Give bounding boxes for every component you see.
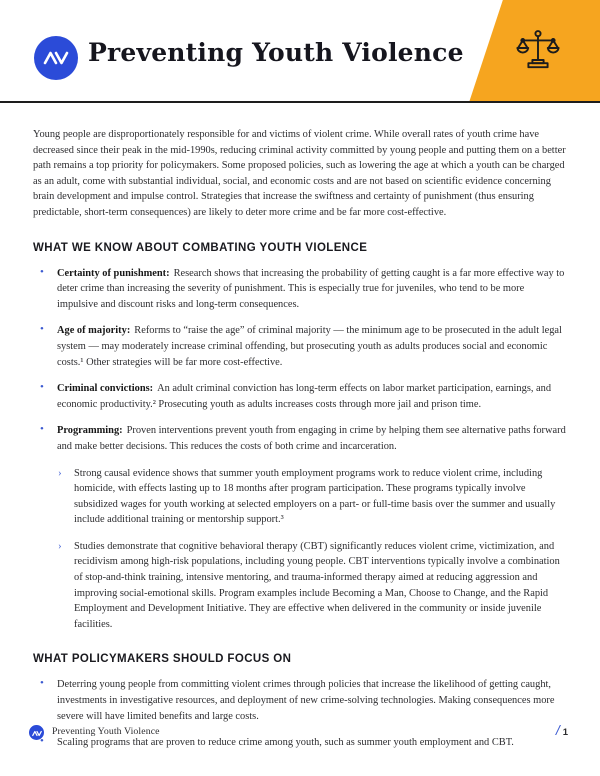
section-heading: WHAT WE KNOW ABOUT COMBATING YOUTH VIOLENCE <box>33 241 368 254</box>
page-number <box>556 722 568 740</box>
page-number-value: 1 <box>562 727 568 738</box>
bullet-dot-icon <box>40 676 44 692</box>
list-item <box>33 381 567 412</box>
footer-brand-logo <box>29 725 44 740</box>
chevron-right-icon <box>58 466 62 482</box>
sub-list-item <box>57 466 567 528</box>
bullet-dot-icon <box>40 380 44 396</box>
bullet-label: Certainty of punishment: <box>57 267 170 279</box>
footer <box>0 719 600 747</box>
bullet-dot-icon <box>40 322 44 338</box>
list-item <box>33 323 567 370</box>
bullet-text: An adult criminal conviction has long-term effects on labor market participation, earnings, and economic productivity.² Prosecuting youth as adults increases costs through more jail and prison time. <box>57 383 552 410</box>
sub-list-item <box>57 539 567 633</box>
page-number-separator: / <box>555 722 560 738</box>
bullet-text: Proven interventions prevent youth from engaging in crime by helping them see alternative paths forward and make better decisions. This reduces the costs of both crime and incarceration. <box>57 425 566 452</box>
list-item <box>33 677 567 724</box>
header <box>0 0 600 103</box>
page-title: Preventing Youth Violence <box>88 38 464 67</box>
corner-accent-shape <box>455 0 600 101</box>
section-what-we-know <box>33 242 567 633</box>
sub-list <box>57 466 567 633</box>
intro-paragraph: Young people are disproportionately responsible for and victims of violent crime. While overall rates of youth crime have decreased since their peak in the mid-1990s, reducing criminal activity committed by young people and putting them on a better path remains a top priority for policymakers. Some proposed policies, such as lowering the age at which a youth can be charged as an adult, come with substantial individual, social, and economic costs and are not based on scientific evidence concerning brain development and impulse control. Strategies that increase the swiftness and certainty of punishment (thus ensuring predictable, short-term consequences) are likely to deter more crime and be far more cost-effective. <box>33 129 566 218</box>
bullet-text: Reforms to “raise the age” of criminal majority — the minimum age to be prosecuted in the adult legal system — may moderately increase criminal offending, but prosecuting youth as adults produces social and economic costs.¹ Other strategies will be far more cost-effective. <box>57 325 562 368</box>
brand-logo <box>34 36 78 80</box>
bullet-label: Programming: <box>57 425 123 437</box>
bullet-dot-icon <box>40 265 44 281</box>
chevron-right-icon <box>58 539 62 555</box>
av-monogram-icon <box>43 50 69 66</box>
sub-bullet-text: Studies demonstrate that cognitive behavioral therapy (CBT) significantly reduces violent crime, victimization, and recidivism among high-risk populations, including young people. CBT interventions typically involve a combination of stop-and-think training, intensive mentoring, and trauma-informed therapy aimed at reducing aggression and improving social-emotional skills. Program examples include Becoming a Man, Choose to Change, and the Rapid Employment and Development Initiative. They are effective when delivered in the community or inside juvenile facilities. <box>74 540 560 630</box>
bullet-dot-icon <box>40 422 44 438</box>
document-body <box>33 103 567 751</box>
bullet-text: Deterring young people from committing violent crimes through policies that increase the likelihood of getting caught, investments in investigative resources, and deployment of new crime-solving technologies. Making consequences more severe will have limited benefits and large costs. <box>57 679 555 722</box>
sub-bullet-text: Strong causal evidence shows that summer youth employment programs work to reduce violent crime, including homicide, with effects lasting up to 18 months after program participation. These programs typically involve subsidized wages for youth working at selected employers on a part- or full-time basis over the summer and usually include additional training or mentorship support.³ <box>74 467 556 526</box>
list-item <box>33 423 567 632</box>
scales-of-justice-icon <box>514 28 562 81</box>
av-monogram-icon <box>32 724 42 742</box>
footer-title: Preventing Youth Violence <box>52 726 160 737</box>
bullet-text: Research shows that increasing the probability of getting caught is a far more effective way to deter crime than increasing the severity of punishment. This is especially true for juveniles, who tend to be more impulsive and discount risks and long-term consequences. <box>57 267 565 310</box>
bullet-text: Scaling programs that are proven to reduce crime among youth, such as summer youth employment and CBT. <box>57 737 514 749</box>
section-heading: WHAT POLICYMAKERS SHOULD FOCUS ON <box>33 653 292 666</box>
bullet-label: Age of majority: <box>57 325 131 337</box>
bullet-label: Criminal convictions: <box>57 383 154 395</box>
list-item <box>33 266 567 313</box>
